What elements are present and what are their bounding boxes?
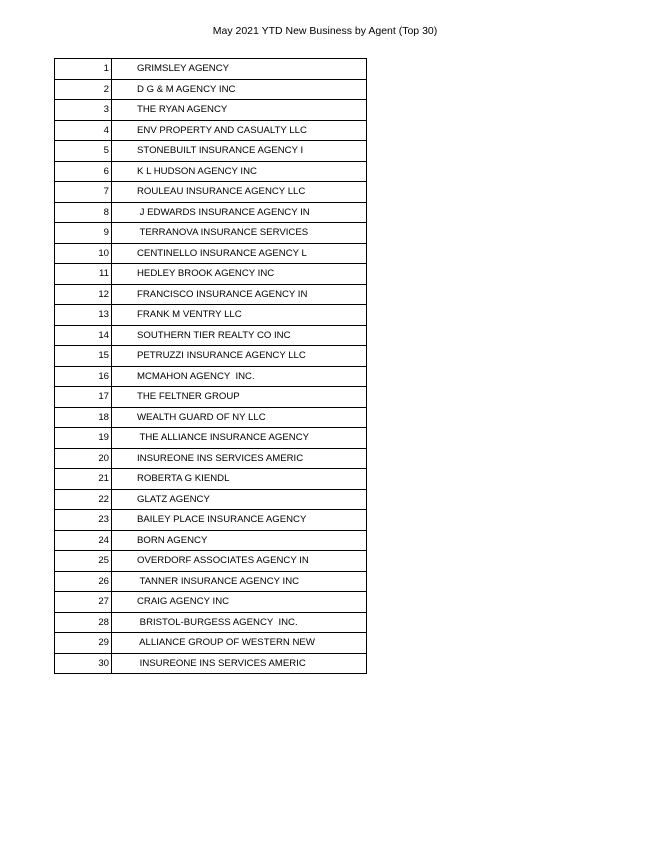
agent-name-cell: THE ALLIANCE INSURANCE AGENCY bbox=[112, 428, 367, 449]
rank-cell: 17 bbox=[55, 387, 112, 408]
agent-name-cell: PETRUZZI INSURANCE AGENCY LLC bbox=[112, 346, 367, 367]
agent-name-cell: THE FELTNER GROUP bbox=[112, 387, 367, 408]
table-row bbox=[55, 653, 367, 674]
rank-cell: 5 bbox=[55, 141, 112, 162]
rank-cell: 19 bbox=[55, 428, 112, 449]
table-row bbox=[55, 387, 367, 408]
rank-cell: 21 bbox=[55, 469, 112, 490]
table-row bbox=[55, 489, 367, 510]
agent-name-cell: BAILEY PLACE INSURANCE AGENCY bbox=[112, 510, 367, 531]
table-row bbox=[55, 223, 367, 244]
agent-name-cell: D G & M AGENCY INC bbox=[112, 79, 367, 100]
rank-cell: 13 bbox=[55, 305, 112, 326]
agent-name-cell: BORN AGENCY bbox=[112, 530, 367, 551]
page-title: May 2021 YTD New Business by Agent (Top 30) bbox=[212, 25, 438, 37]
agent-name-cell: TANNER INSURANCE AGENCY INC bbox=[112, 571, 367, 592]
agent-name-cell: HEDLEY BROOK AGENCY INC bbox=[112, 264, 367, 285]
agent-name-cell: ROULEAU INSURANCE AGENCY LLC bbox=[112, 182, 367, 203]
rank-cell: 3 bbox=[55, 100, 112, 121]
agent-name-cell: BRISTOL-BURGESS AGENCY INC. bbox=[112, 612, 367, 633]
agent-name-cell: CENTINELLO INSURANCE AGENCY L bbox=[112, 243, 367, 264]
agent-name-cell: OVERDORF ASSOCIATES AGENCY IN bbox=[112, 551, 367, 572]
agent-name-cell: WEALTH GUARD OF NY LLC bbox=[112, 407, 367, 428]
table-row bbox=[55, 346, 367, 367]
rank-cell: 27 bbox=[55, 592, 112, 613]
table-row bbox=[55, 592, 367, 613]
rank-cell: 24 bbox=[55, 530, 112, 551]
agent-name-cell: INSUREONE INS SERVICES AMERIC bbox=[112, 653, 367, 674]
table-row bbox=[55, 264, 367, 285]
rank-cell: 16 bbox=[55, 366, 112, 387]
table-row bbox=[55, 571, 367, 592]
table-row bbox=[55, 510, 367, 531]
table-row bbox=[55, 59, 367, 80]
table-row bbox=[55, 305, 367, 326]
agent-name-cell: INSUREONE INS SERVICES AMERIC bbox=[112, 448, 367, 469]
table-row bbox=[55, 366, 367, 387]
rank-cell: 2 bbox=[55, 79, 112, 100]
table-row bbox=[55, 182, 367, 203]
table-row bbox=[55, 120, 367, 141]
rank-cell: 6 bbox=[55, 161, 112, 182]
rank-cell: 10 bbox=[55, 243, 112, 264]
table-row bbox=[55, 243, 367, 264]
agent-name-cell: TERRANOVA INSURANCE SERVICES bbox=[112, 223, 367, 244]
agent-name-cell: ALLIANCE GROUP OF WESTERN NEW bbox=[112, 633, 367, 654]
table-row bbox=[55, 551, 367, 572]
table-row bbox=[55, 100, 367, 121]
rank-cell: 20 bbox=[55, 448, 112, 469]
agent-name-cell: GLATZ AGENCY bbox=[112, 489, 367, 510]
agent-name-cell: ROBERTA G KIENDL bbox=[112, 469, 367, 490]
table-row bbox=[55, 79, 367, 100]
table-row bbox=[55, 633, 367, 654]
rank-cell: 25 bbox=[55, 551, 112, 572]
agent-name-cell: CRAIG AGENCY INC bbox=[112, 592, 367, 613]
rank-cell: 9 bbox=[55, 223, 112, 244]
table-row bbox=[55, 284, 367, 305]
table-row bbox=[55, 448, 367, 469]
agent-name-cell: THE RYAN AGENCY bbox=[112, 100, 367, 121]
agent-name-cell: STONEBUILT INSURANCE AGENCY I bbox=[112, 141, 367, 162]
table-row bbox=[55, 141, 367, 162]
rank-cell: 29 bbox=[55, 633, 112, 654]
table-row bbox=[55, 325, 367, 346]
rank-cell: 8 bbox=[55, 202, 112, 223]
table-row bbox=[55, 469, 367, 490]
agent-name-cell: FRANCISCO INSURANCE AGENCY IN bbox=[112, 284, 367, 305]
rank-cell: 18 bbox=[55, 407, 112, 428]
agent-name-cell: SOUTHERN TIER REALTY CO INC bbox=[112, 325, 367, 346]
agent-name-cell: FRANK M VENTRY LLC bbox=[112, 305, 367, 326]
rank-cell: 14 bbox=[55, 325, 112, 346]
agent-name-cell: GRIMSLEY AGENCY bbox=[112, 59, 367, 80]
rank-cell: 23 bbox=[55, 510, 112, 531]
rank-cell: 22 bbox=[55, 489, 112, 510]
table-row bbox=[55, 428, 367, 449]
agent-name-cell: ENV PROPERTY AND CASUALTY LLC bbox=[112, 120, 367, 141]
rank-cell: 4 bbox=[55, 120, 112, 141]
agent-name-cell: K L HUDSON AGENCY INC bbox=[112, 161, 367, 182]
agent-ranking-table-body bbox=[55, 59, 367, 674]
agent-ranking-table bbox=[54, 58, 367, 674]
rank-cell: 7 bbox=[55, 182, 112, 203]
rank-cell: 26 bbox=[55, 571, 112, 592]
agent-name-cell: MCMAHON AGENCY INC. bbox=[112, 366, 367, 387]
table-row bbox=[55, 530, 367, 551]
table-row bbox=[55, 407, 367, 428]
agent-name-cell: J EDWARDS INSURANCE AGENCY IN bbox=[112, 202, 367, 223]
rank-cell: 12 bbox=[55, 284, 112, 305]
table-row bbox=[55, 612, 367, 633]
rank-cell: 28 bbox=[55, 612, 112, 633]
table-row bbox=[55, 202, 367, 223]
rank-cell: 15 bbox=[55, 346, 112, 367]
rank-cell: 1 bbox=[55, 59, 112, 80]
rank-cell: 11 bbox=[55, 264, 112, 285]
rank-cell: 30 bbox=[55, 653, 112, 674]
table-row bbox=[55, 161, 367, 182]
